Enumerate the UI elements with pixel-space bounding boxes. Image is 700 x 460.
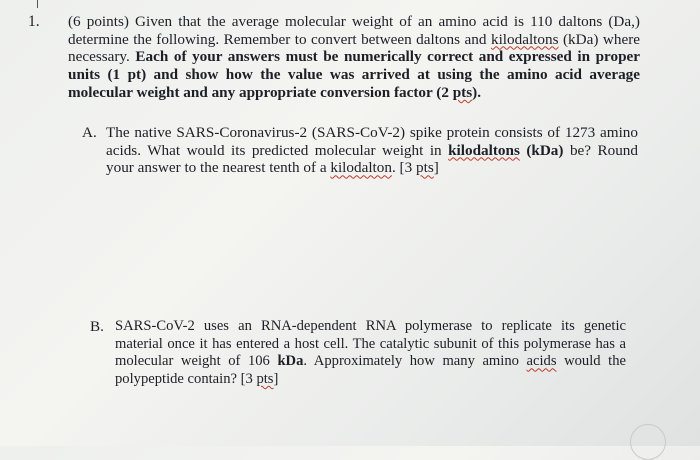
intro-text: (6 points) Given that the average molecular weight of an amino acid is 110 daltons (Da,) determine the following. Remember to convert between daltons and — [68, 13, 640, 48]
part-a-pts: pts — [416, 159, 434, 177]
part-b-text: SARS-CoV-2 uses an RNA-dependent RNA polymerase to replicate its genetic material once it has entered a host cell. The catalytic subunit of this polymerase has a molecular weight of 106 — [115, 318, 626, 370]
part-a-text: The native SARS-Coronavirus-2 (SARS-CoV-2) spike protein consists of 1273 amino acids. What would its predicted molecular weight in — [106, 124, 638, 159]
part-b-text-3: would the polypeptide contain? [3 — [115, 353, 626, 388]
part-a-question — [106, 124, 638, 177]
part-a-kda: (kDa) — [519, 141, 564, 159]
part-a-kilodalton: kilodalton — [330, 159, 392, 177]
part-a-text-2: be? Round your answer to the nearest tenth of a — [106, 141, 638, 177]
intro-end: ). — [472, 83, 482, 101]
part-b-question — [115, 318, 626, 389]
part-b-kda: kDa — [277, 353, 304, 370]
part-a-text-4: ] — [433, 159, 439, 177]
part-a-kilodaltons: kilodaltons — [448, 141, 520, 159]
question-intro — [68, 13, 640, 102]
part-b-acids: acids — [526, 353, 557, 370]
part-b-text-2: . Approximately how many amino — [303, 353, 527, 370]
intro-kilodaltons: kilodaltons — [490, 30, 559, 48]
question-number: 1. — [28, 13, 40, 30]
intro-pts: pts — [452, 83, 473, 101]
part-b-text-4: ] — [273, 371, 279, 388]
intro-text-2: (kDa) where necessary. — [68, 30, 640, 66]
part-b-pts: pts — [256, 371, 274, 388]
intro-requirements: Each of your answers must be numerically correct and expressed in proper units (1 pt) and show how the value was arrived at using the amino acid average molecular weight and any appropriate conversion factor (2 — [68, 48, 641, 101]
part-a-label: A. — [82, 124, 97, 141]
part-b-label: B. — [90, 318, 104, 335]
margin-mark — [37, 0, 38, 8]
corner-circle-mark — [630, 424, 666, 460]
part-a-text-3: . [3 — [391, 159, 416, 177]
